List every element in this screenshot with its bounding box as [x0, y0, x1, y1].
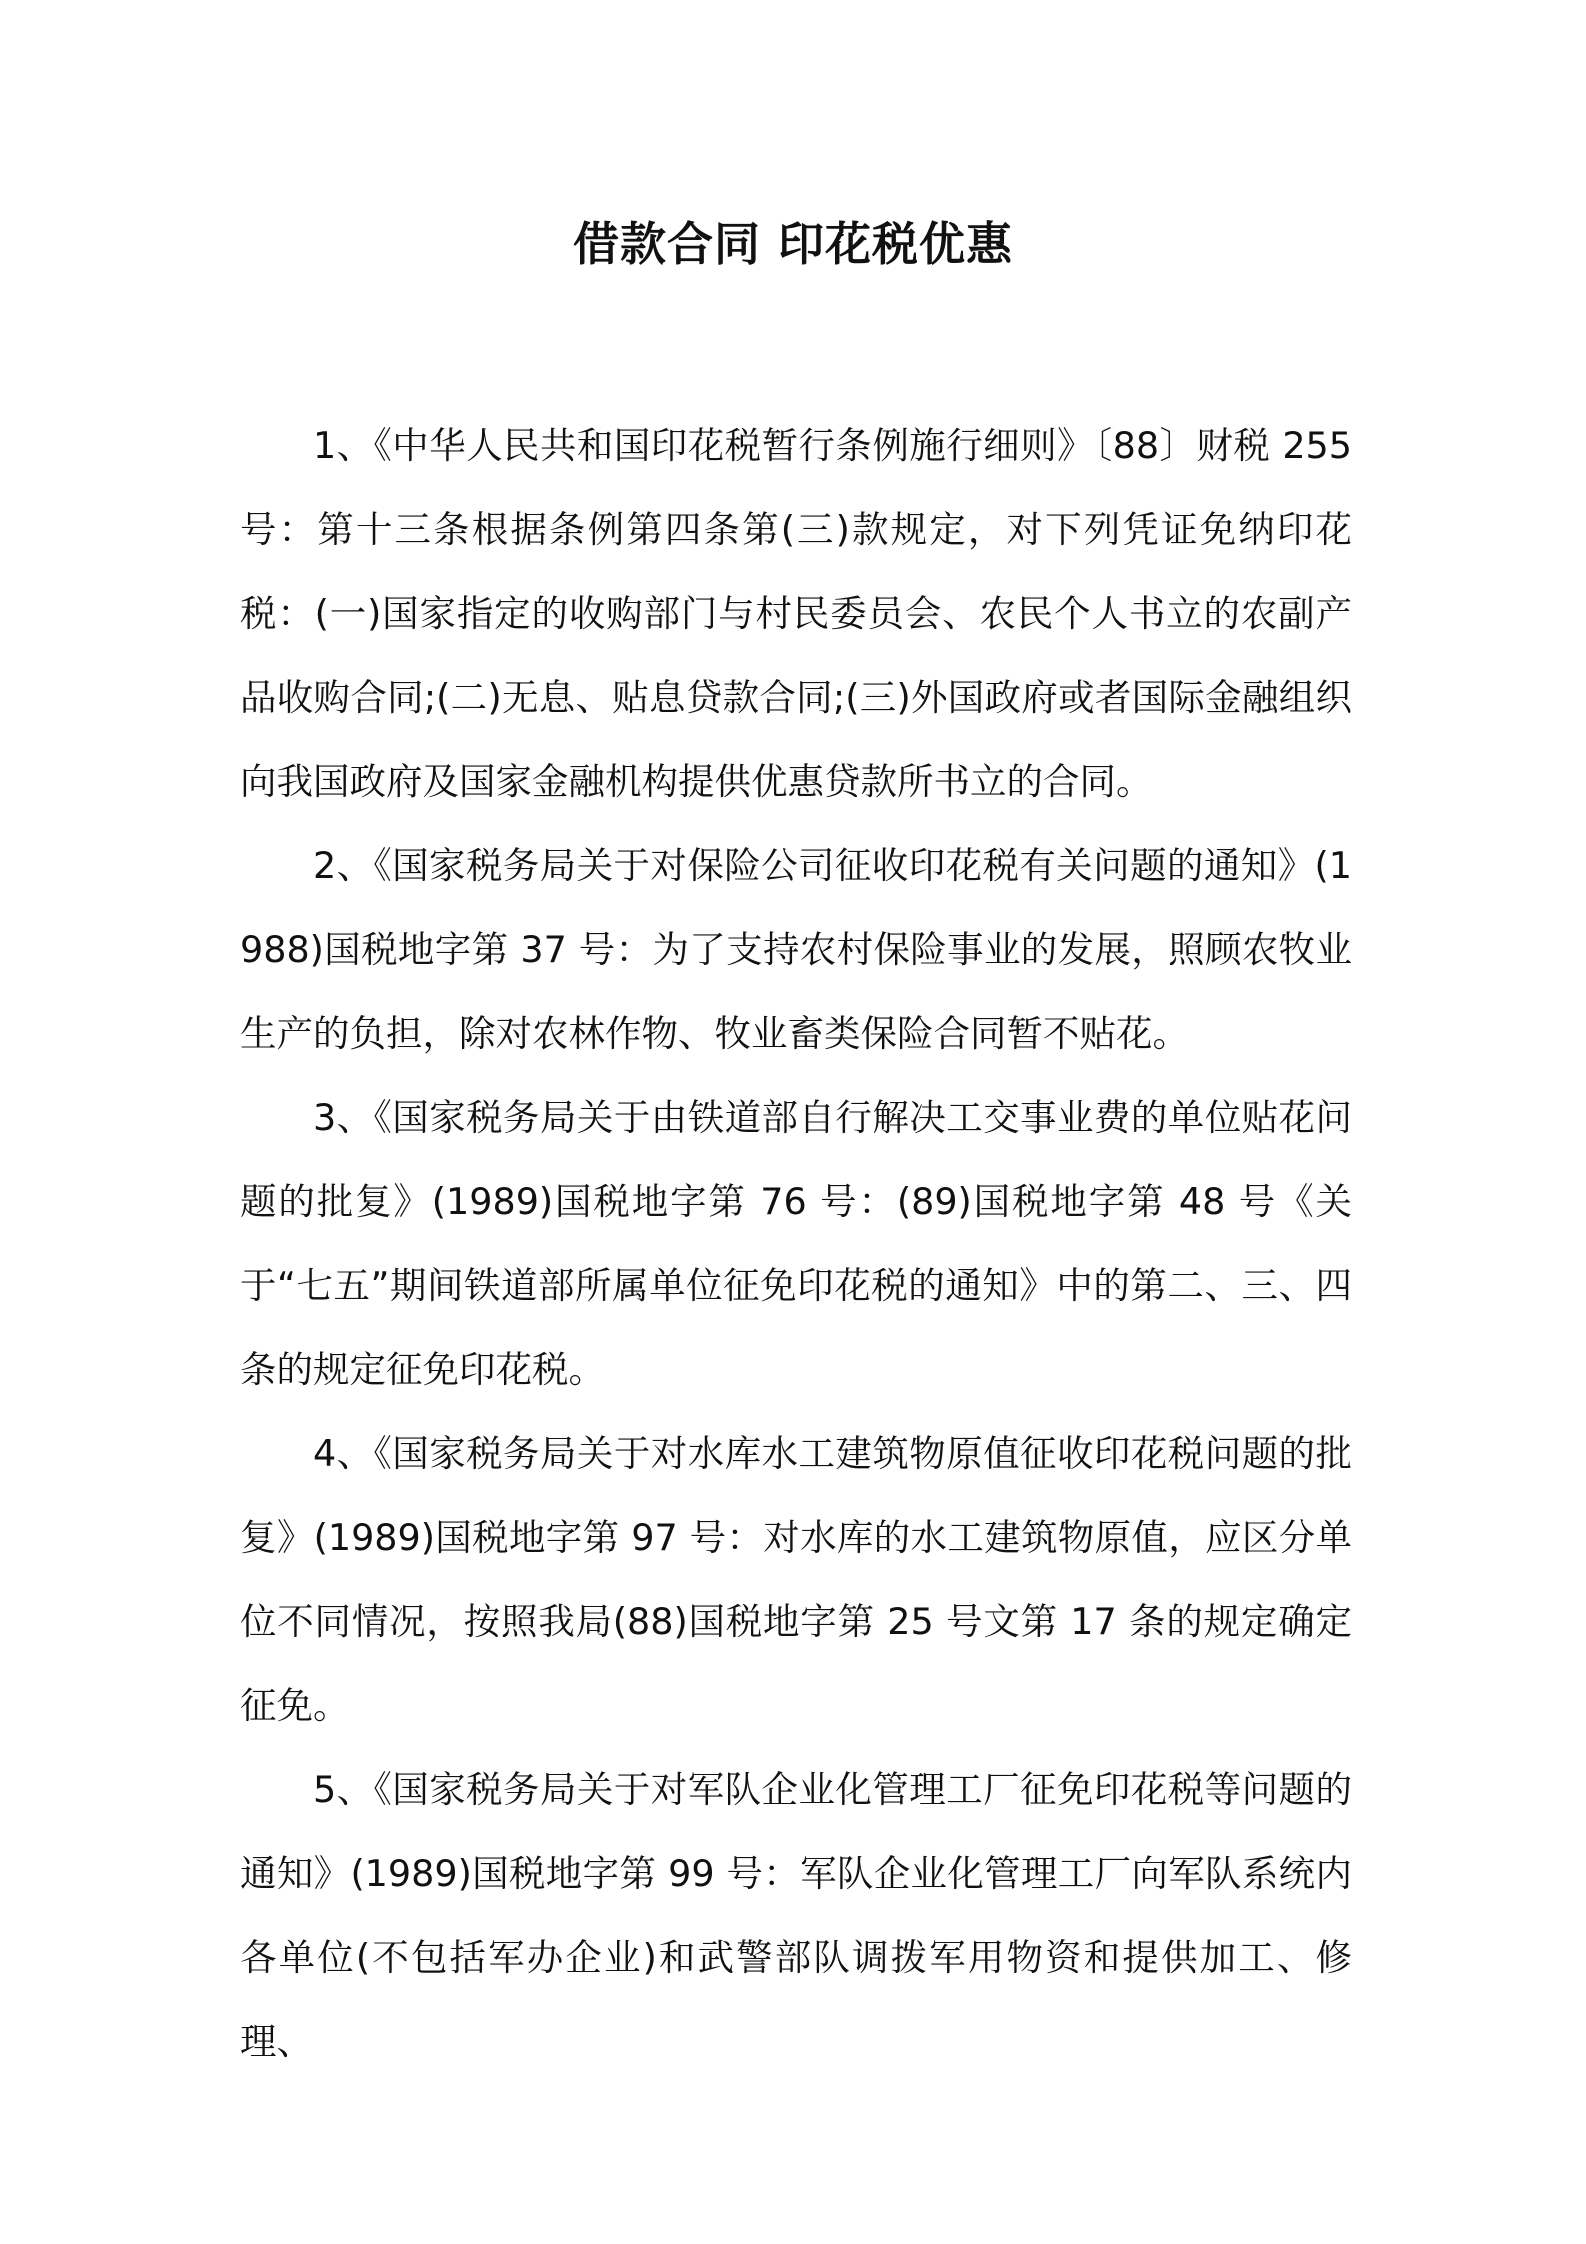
paragraph-4: 4、《国家税务局关于对水库水工建筑物原值征收印花税问题的批复》(1989)国税地字第 97 号：对水库的水工建筑物原值，应区分单位不同情况，按照我局(88)国税地字第 25 号文第 17 条的规定确定征免。 — [240, 1432, 1352, 1727]
document-body — [240, 404, 1352, 2084]
paragraph-1: 1、《中华人民共和国印花税暂行条例施行细则》〔88〕财税 255 号：第十三条根据条例第四条第(三)款规定，对下列凭证免纳印花税：(一)国家指定的收购部门与村民委员会、农民个人书立的农副产品收购合同;(二)无息、贴息贷款合同;(三)外国政府或者国际金融组织向我国政府及国家金融机构提供优惠贷款所书立的合同。 — [240, 424, 1352, 803]
document-title: 借款合同 印花税优惠 — [572, 217, 1013, 271]
paragraph-3: 3、《国家税务局关于由铁道部自行解决工交事业费的单位贴花问题的批复》(1989)国税地字第 76 号：(89)国税地字第 48 号《关于“七五”期间铁道部所属单位征免印花税的通知》中的第二、三、四条的规定征免印花税。 — [240, 1096, 1352, 1391]
paragraph-2: 2、《国家税务局关于对保险公司征收印花税有关问题的通知》(1988)国税地字第 37 号：为了支持农村保险事业的发展，照顾农牧业生产的负担，除对农林作物、牧业畜类保险合同暂不贴花。 — [240, 844, 1352, 1055]
paragraph-5: 5、《国家税务局关于对军队企业化管理工厂征免印花税等问题的通知》(1989)国税地字第 99 号：军队企业化管理工厂向军队系统内各单位(不包括军办企业)和武警部队调拨军用物资和提供加工、修理、 — [240, 1768, 1352, 2063]
